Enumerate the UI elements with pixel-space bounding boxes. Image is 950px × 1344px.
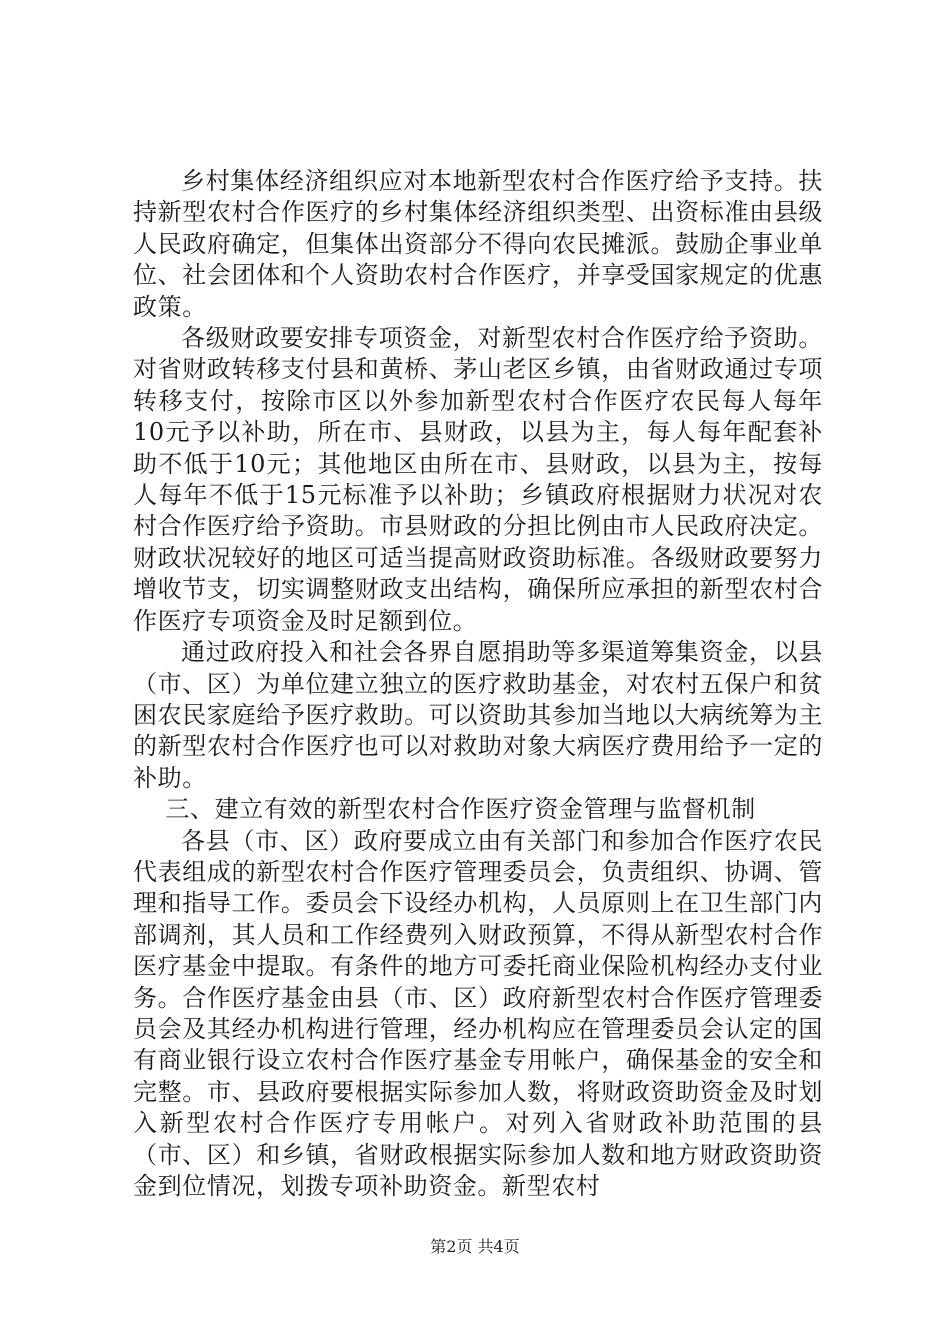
body-text (133, 166, 823, 1202)
section-heading-3: 三、建立有效的新型农村合作医疗资金管理与监督机制 (165, 795, 756, 824)
paragraph-fiscal-funding: 各级财政要安排专项资金，对新型农村合作医疗给予资助。对省财政转移支付县和黄桥、茅山老区乡镇，由省财政通过专项转移支付，按除市区以外参加新型农村合作医疗农民每人每年10元予以补助，所在市、县财政，以县为主，每人每年配套补助不低于10元；其他地区由所在市、县财政，以县为主，按每人每年不低于15元标准予以补助；乡镇政府根据财力状况对农村合作医疗给予资助。市县财政的分担比例由市人民政府决定。财政状况较好的地区可适当提高财政资助标准。各级财政要努力增收节支，切实调整财政支出结构，确保所应承担的新型农村合作医疗专项资金及时足额到位。 (133, 324, 823, 635)
paragraph-medical-aid-fund: 通过政府投入和社会各界自愿捐助等多渠道筹集资金，以县（市、区）为单位建立独立的医疗救助基金，对农村五保户和贫困农民家庭给予医疗救助。可以资助其参加当地以大病统筹为主的新型农村合作医疗也可以对救助对象大病医疗费用给予一定的补助。 (133, 638, 823, 792)
paragraph-management-committee: 各县（市、区）政府要成立由有关部门和参加合作医疗农民代表组成的新型农村合作医疗管理委员会，负责组织、协调、管理和指导工作。委员会下设经办机构，人员原则上在卫生部门内部调剂，其人员和工作经费列入财政预算，不得从新型农村合作医疗基金中提取。有条件的地方可委托商业保险机构经办支付业务。合作医疗基金由县（市、区）政府新型农村合作医疗管理委员会及其经办机构进行管理，经办机构应在管理委员会认定的国有商业银行设立农村合作医疗基金专用帐户，确保基金的安全和完整。市、县政府要根据实际参加人数，将财政资助资金及时划入新型农村合作医疗专用帐户。对列入省财政补助范围的县（市、区）和乡镇，省财政根据实际参加人数和地方财政资助资金到位情况，划拨专项补助资金。新型农村 (133, 826, 823, 1200)
paragraph-collective-support: 乡村集体经济组织应对本地新型农村合作医疗给予支持。扶持新型农村合作医疗的乡村集体经济组织类型、出资标准由县级人民政府确定，但集体出资部分不得向农民摊派。鼓励企事业单位、社会团体和个人资助农村合作医疗，并享受国家规定的优惠政策。 (133, 167, 823, 321)
page-footer: 第2页 共4页 (430, 1237, 520, 1256)
